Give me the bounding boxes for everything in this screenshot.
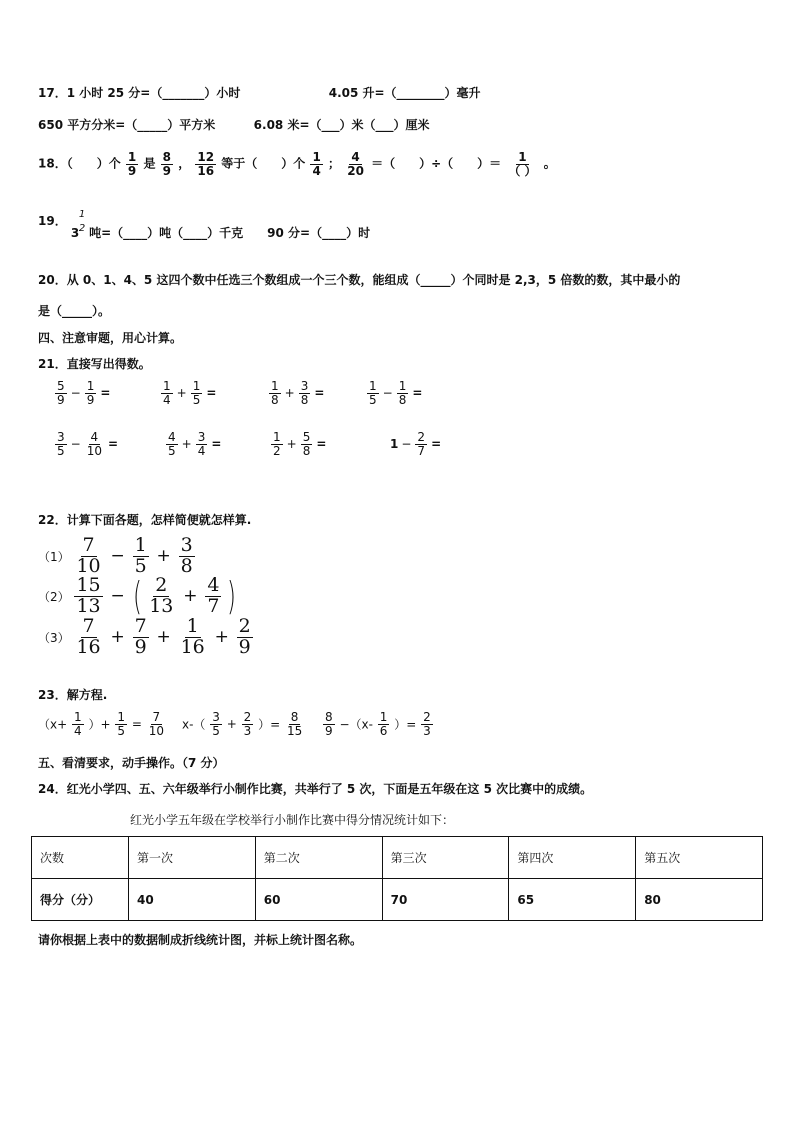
q19-number: 19． [38, 214, 67, 228]
q18-text-6: ＝（ ）÷（ ）＝ [371, 156, 502, 171]
q18-text-3: ， [178, 156, 191, 171]
section-4-heading: 四、注意审题，用心计算。 [38, 331, 183, 345]
q21-row2-expr-3: $\frac{1}{2}$ + $\frac{5}{8}$ = [273, 430, 327, 458]
q18-text-1: 18．（ ）个 [38, 156, 121, 171]
q22-e2-fraction-1: $\frac{15}{13}$ [76, 574, 101, 617]
q22-e1-fraction-1: $\frac{7}{10}$ [76, 534, 101, 577]
q22-expression-3: （3） $\frac{7}{16}$ + $\frac{7}{9}$ + $\frac{1}{16}$ + $\frac{2}{9}$ [38, 615, 251, 658]
q21-row2-expr-2: $\frac{4}{5}$ + $\frac{3}{4}$ = [168, 430, 222, 458]
q22-title: 22．计算下面各题，怎样简便就怎样算. [38, 513, 252, 527]
q17-hours-item: 17．1 小时 25 分=（_______）小时 [38, 86, 241, 100]
table-cell: 70 [382, 879, 509, 921]
q22-e3-fraction-2: $\frac{7}{9}$ [134, 615, 147, 658]
table-cell: 第三次 [382, 837, 509, 879]
q21-row2-expr-1: $\frac{3}{5}$ − $\frac{4}{10}$ = [57, 430, 119, 458]
q18-fraction-2: $\frac{8}{9}$ [162, 150, 171, 178]
q23-title: 23．解方程. [38, 688, 108, 702]
q17-meters-item: 6.08 米=（___）米（___）厘米 [253, 118, 430, 132]
q22-e1-fraction-3: $\frac{3}{8}$ [180, 534, 193, 577]
q18-text-5: ； [328, 156, 341, 171]
q18-fraction-5: $\frac{4}{20}$ [347, 150, 364, 178]
table-cell: 40 [129, 879, 256, 921]
q18-line [38, 151, 556, 177]
q21-title: 21．直接写出得数。 [38, 357, 151, 371]
table-cell: 80 [636, 879, 763, 921]
q22-e2-fraction-2: $\frac{2}{13}$ [149, 574, 174, 617]
q21-row1-expr-3: $\frac{1}{8}$ + $\frac{3}{8}$ = [271, 379, 325, 407]
q22-e3-fraction-4: $\frac{2}{9}$ [238, 615, 251, 658]
score-table [31, 836, 763, 921]
q21-row1-expr-4: $\frac{1}{5}$ − $\frac{1}{8}$ = [369, 379, 423, 407]
table-cell: 第四次 [509, 837, 636, 879]
q20-line2: 是（_____）。 [38, 304, 111, 318]
q18-text-7: 。 [543, 156, 556, 171]
q22-e1-fraction-2: $\frac{1}{5}$ [134, 534, 147, 577]
q19-mixed-number: 3 1 2 [70, 209, 86, 240]
q18-fraction-4: $\frac{1}{4}$ [312, 150, 321, 178]
q18-fraction-1: $\frac{1}{9}$ [127, 150, 137, 178]
table-cell: 60 [255, 879, 382, 921]
q17-line1 [38, 84, 481, 101]
q18-fraction-3: $\frac{12}{16}$ [197, 150, 215, 178]
q22-e3-fraction-3: $\frac{1}{16}$ [180, 615, 205, 658]
q24-instruction: 请你根据上表中的数据制成折线统计图，并标上统计图名称。 [38, 933, 363, 947]
table-cell: 第一次 [129, 837, 256, 879]
q22-e3-fraction-1: $\frac{7}{16}$ [76, 615, 101, 658]
q24-intro: 24．红光小学四、五、六年级举行小制作比赛，共举行了 5 次，下面是五年级在这 5 次比赛中的成绩。 [38, 782, 593, 796]
q22-e2-fraction-3: $\frac{4}{7}$ [207, 574, 220, 617]
q22-expression-2: （2） $\frac{15}{13}$ − ( $\frac{2}{13}$ + $\frac{4}{7}$ ) [38, 574, 237, 619]
section-5-heading: 五、看清要求，动手操作。（7 分） [38, 756, 225, 770]
table-cell: 次数 [32, 837, 129, 879]
q18-fraction-6: 1 （ ） [508, 150, 537, 178]
table-cell: 第五次 [636, 837, 763, 879]
q21-row1-expr-1: $\frac{5}{9}$ − $\frac{1}{9}$ = [57, 379, 111, 407]
q17-area-item: 650 平方分米=（_____）平方米 [38, 118, 216, 132]
q18-text-4: 等于（ ）个 [221, 156, 306, 171]
q17-line2 [38, 116, 430, 133]
q20-line1: 20．从 0、1、4、5 这四个数中任选三个数组成一个三个数，能组成（_____）个同时是 2,3，5 倍数的数，其中最小的 [38, 273, 681, 287]
q21-row1-expr-2: $\frac{1}{4}$ + $\frac{1}{5}$ = [163, 379, 217, 407]
q18-text-2: 是 [143, 156, 156, 171]
q17-liters-item: 4.05 升=（________）毫升 [328, 86, 481, 100]
q23-equation-3: $\frac{8}{9}$ −（x- $\frac{1}{6}$ ）= $\frac{2}{3}$ [325, 710, 431, 738]
q23-equation-2: x-（ $\frac{3}{5}$ + $\frac{2}{3}$ ）= $\frac{8}{15}$ [182, 710, 303, 738]
q23-equation-1: （x+ $\frac{1}{4}$ ）+ $\frac{1}{5}$ = $\frac{7}{10}$ [38, 710, 164, 738]
table-caption: 红光小学五年级在学校举行小制作比赛中得分情况统计如下： [130, 813, 455, 827]
table-cell: 得分（分） [32, 879, 129, 921]
table-cell: 第二次 [255, 837, 382, 879]
q19-text: 吨=（____）吨（____）千克 90 分=（____）时 [89, 226, 371, 240]
q22-expression-1: （1） $\frac{7}{10}$ − $\frac{1}{5}$ + $\frac{3}{8}$ [38, 534, 193, 577]
q21-row2-expr-4: 1 − $\frac{2}{7}$ = [390, 430, 442, 458]
table-cell: 65 [509, 879, 636, 921]
table-row-headers [32, 837, 763, 879]
q19-line [38, 209, 371, 240]
table-row-scores [32, 879, 763, 921]
